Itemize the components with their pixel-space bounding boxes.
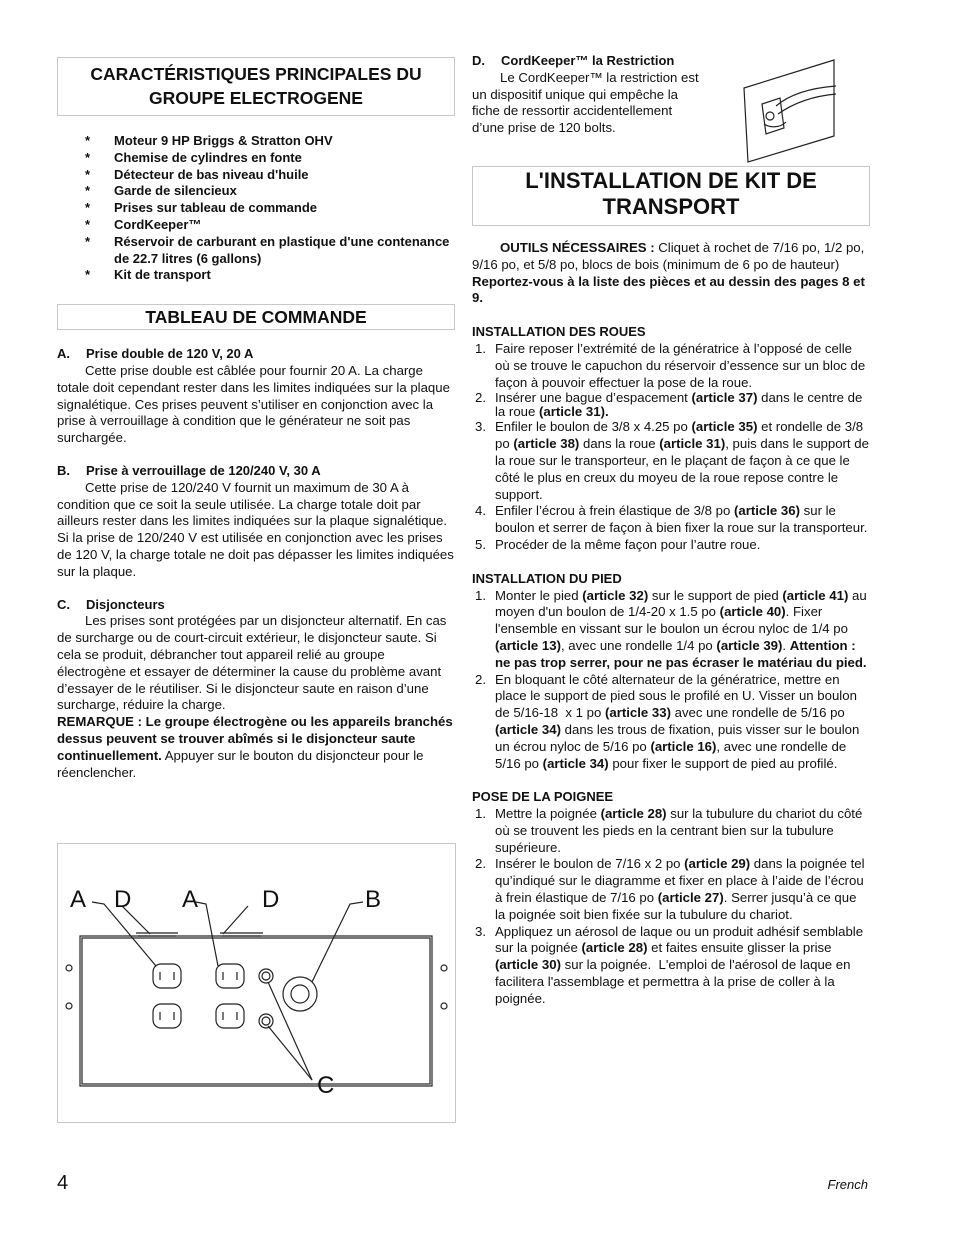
- control-panel-heading: TABLEAU DE COMMANDE: [57, 304, 455, 330]
- feature-item: * Kit de transport: [85, 267, 211, 283]
- feature-item: * Détecteur de bas niveau d'huile: [85, 166, 309, 182]
- step-item: 3. Appliquez un aérosol de laque ou un produit adhésif semblable sur la poignée (article 28) et faites ensuite glisser la prise (article 30) sur la poignée. L'emploi de l'aérosol de laque en facilitera l'assemblage et permettra à la prise de coller à la poignée.: [475, 923, 864, 1006]
- step-item: 3. Enfiler le boulon de 3/8 x 4.25 po (article 35) et rondelle de 3/8 po (article 38) dans la roue (article 31), puis dans le support de la roue sur le transporteur, en le plaçant de façon à ce que le côté le plus en creux du moyeu de la roue repose contre le support.: [475, 419, 869, 502]
- step-item: 2. En bloquant le côté alternateur de la génératrice, mettre en place le support de pied sous le profilé en U. Visser un boulon de 5/16-18 x 1 po (article 33) avec une rondelle de 5/16 po (article 34) dans les trous de fixation, puis visser sur le boulon un écrou nyloc de 5/16 po (article 16), avec une rondelle de 5/16 po (article 34) pour fixer le support de pied au profilé.: [475, 671, 860, 771]
- step-item: 1. Mettre la poignée (article 28) sur la tubulure du chariot du côté où se trouvent les pieds en la centrant bien sur la tubulure supérieure.: [475, 806, 863, 855]
- step-item: 1. Monter le pied (article 32) sur le support de pied (article 41) au moyen d'un boulon de 1/4-20 x 1.5 po (article 40). Fixer l'ensemble en vissant sur le boulon un écrou nyloc de 1/4 po (article 13), avec une rondelle 1/4 po (article 39). Attention : ne pas trop serrer, pour ne pas écraser le matériau du pied.: [475, 587, 867, 670]
- left-column: [57, 57, 455, 781]
- wheels-steps: [472, 341, 870, 554]
- label-a: A: [182, 886, 199, 913]
- label-b: B: [365, 886, 382, 913]
- features-list: [57, 133, 455, 284]
- feature-item: * Réservoir de carburant en plastique d'une contenance de 22.7 litres (6 gallons): [85, 233, 450, 266]
- label-c: C: [317, 1072, 335, 1099]
- section-b: B. Prise à verrouillage de 120/240 V, 30 A Cette prise de 120/240 V fournit un maximum de 30 A à condition que ce soit la seule utilisée. La charge totale doit par ailleurs rester dans les limites indiquées sur la plaque signalétique. Si la prise de 120/240 V est utilisée en conjonction avec les prises de 120 V, la charge totale ne doit pas dépasser les limites indiquées sur la plaque.: [57, 462, 454, 579]
- step-item: 1. Faire reposer l’extrémité de la génératrice à l’opposé de celle où se trouve le capuchon du réservoir d’essence sur un bloc de façon à pouvoir effectuer la pose de la roue.: [475, 340, 866, 390]
- step-item: 4. Enfiler l’écrou à frein élastique de 3/8 po (article 36) sur le boulon et serrer de façon à bien fixer la roue sur la transporteur.: [475, 503, 868, 536]
- step-item: 2. Insérer le boulon de 7/16 x 2 po (article 29) dans la poignée tel qu’indiqué sur le diagramme et fixer en place à l’aide de l’écrou à frein élastique de 7/16 po (article 27). Serrer jusqu’à ce que la poignée soit bien fixée sur la tubulure du chariot.: [475, 856, 865, 922]
- step-item: 2. Insérer une bague d’espacement (article 37) dans le centre de la roue (article 31).: [475, 390, 863, 420]
- foot-steps: [472, 588, 870, 773]
- install-kit-heading: L'INSTALLATION DE KIT DE TRANSPORT: [472, 166, 870, 226]
- foot-heading: INSTALLATION DU PIED: [472, 570, 622, 586]
- feature-item: * Moteur 9 HP Briggs & Stratton OHV: [85, 133, 333, 148]
- tools-paragraph: OUTILS NÉCESSAIRES : Cliquet à rochet de 7/16 po, 1/2 po, 9/16 po, et 5/8 po, blocs de bois (minimum de 6 po de hauteur): [472, 239, 865, 272]
- section-a: A. Prise double de 120 V, 20 A Cette prise double est câblée pour fournir 20 A. La charge totale doit cependant rester dans les limites indiquées sur la plaque signalétique. Ces prises peuvent s’utiliser en conjonction avec la prise à verrouillage à condition que le générateur ne soit pas surchargée.: [57, 346, 450, 446]
- label-a: A: [70, 886, 87, 913]
- handle-steps: [472, 806, 870, 1008]
- feature-item: * Prises sur tableau de commande: [85, 200, 318, 216]
- section-d: D. CordKeeper™ la Restriction Le CordKeeper™ la restriction est un dispositif unique qui empêche la fiche de ressortir accidentellement d’une prise de 120 bolts.: [472, 53, 699, 136]
- handle-heading: POSE DE LA POIGNEE: [472, 789, 614, 805]
- language-label: French: [827, 1177, 868, 1192]
- feature-item: * CordKeeper™: [85, 216, 202, 232]
- label-d: D: [262, 886, 280, 913]
- wheels-heading: INSTALLATION DES ROUES: [472, 324, 646, 340]
- right-column: [472, 53, 870, 1008]
- page-number: 4: [57, 1172, 69, 1194]
- feature-item: * Garde de silencieux: [85, 183, 237, 199]
- control-panel-figure: [57, 843, 456, 1123]
- features-heading: CARACTÉRISTIQUES PRINCIPALES DU GROUPE ELECTROGENE: [57, 57, 455, 116]
- refer-paragraph: Reportez-vous à la liste des pièces et au dessin des pages 8 et 9.: [472, 273, 865, 306]
- section-c: C. Disjoncteurs Les prises sont protégées par un disjoncteur alternatif. En cas de surcharge ou de court-circuit extérieur, le disjoncteur saute. Si cela se produit, débrancher tout appareil relié au groupe électrogène et essayer de déterminer la cause du problème avant d’essayer de le réutiliser. Si le disjoncteur saute en raison d’une surcharge, réduire la charge. REMARQUE : Le groupe électrogène ou les appareils branchés dessus peuvent se trouver abîmés si le disjoncteur saute continuellement. Appuyer sur le bouton du disjoncteur pour le réenclencher.: [57, 596, 453, 780]
- feature-item: * Chemise de cylindres en fonte: [85, 149, 302, 165]
- step-item: 5. Procéder de la même façon pour l’autre roue.: [475, 536, 761, 552]
- label-d: D: [114, 886, 132, 913]
